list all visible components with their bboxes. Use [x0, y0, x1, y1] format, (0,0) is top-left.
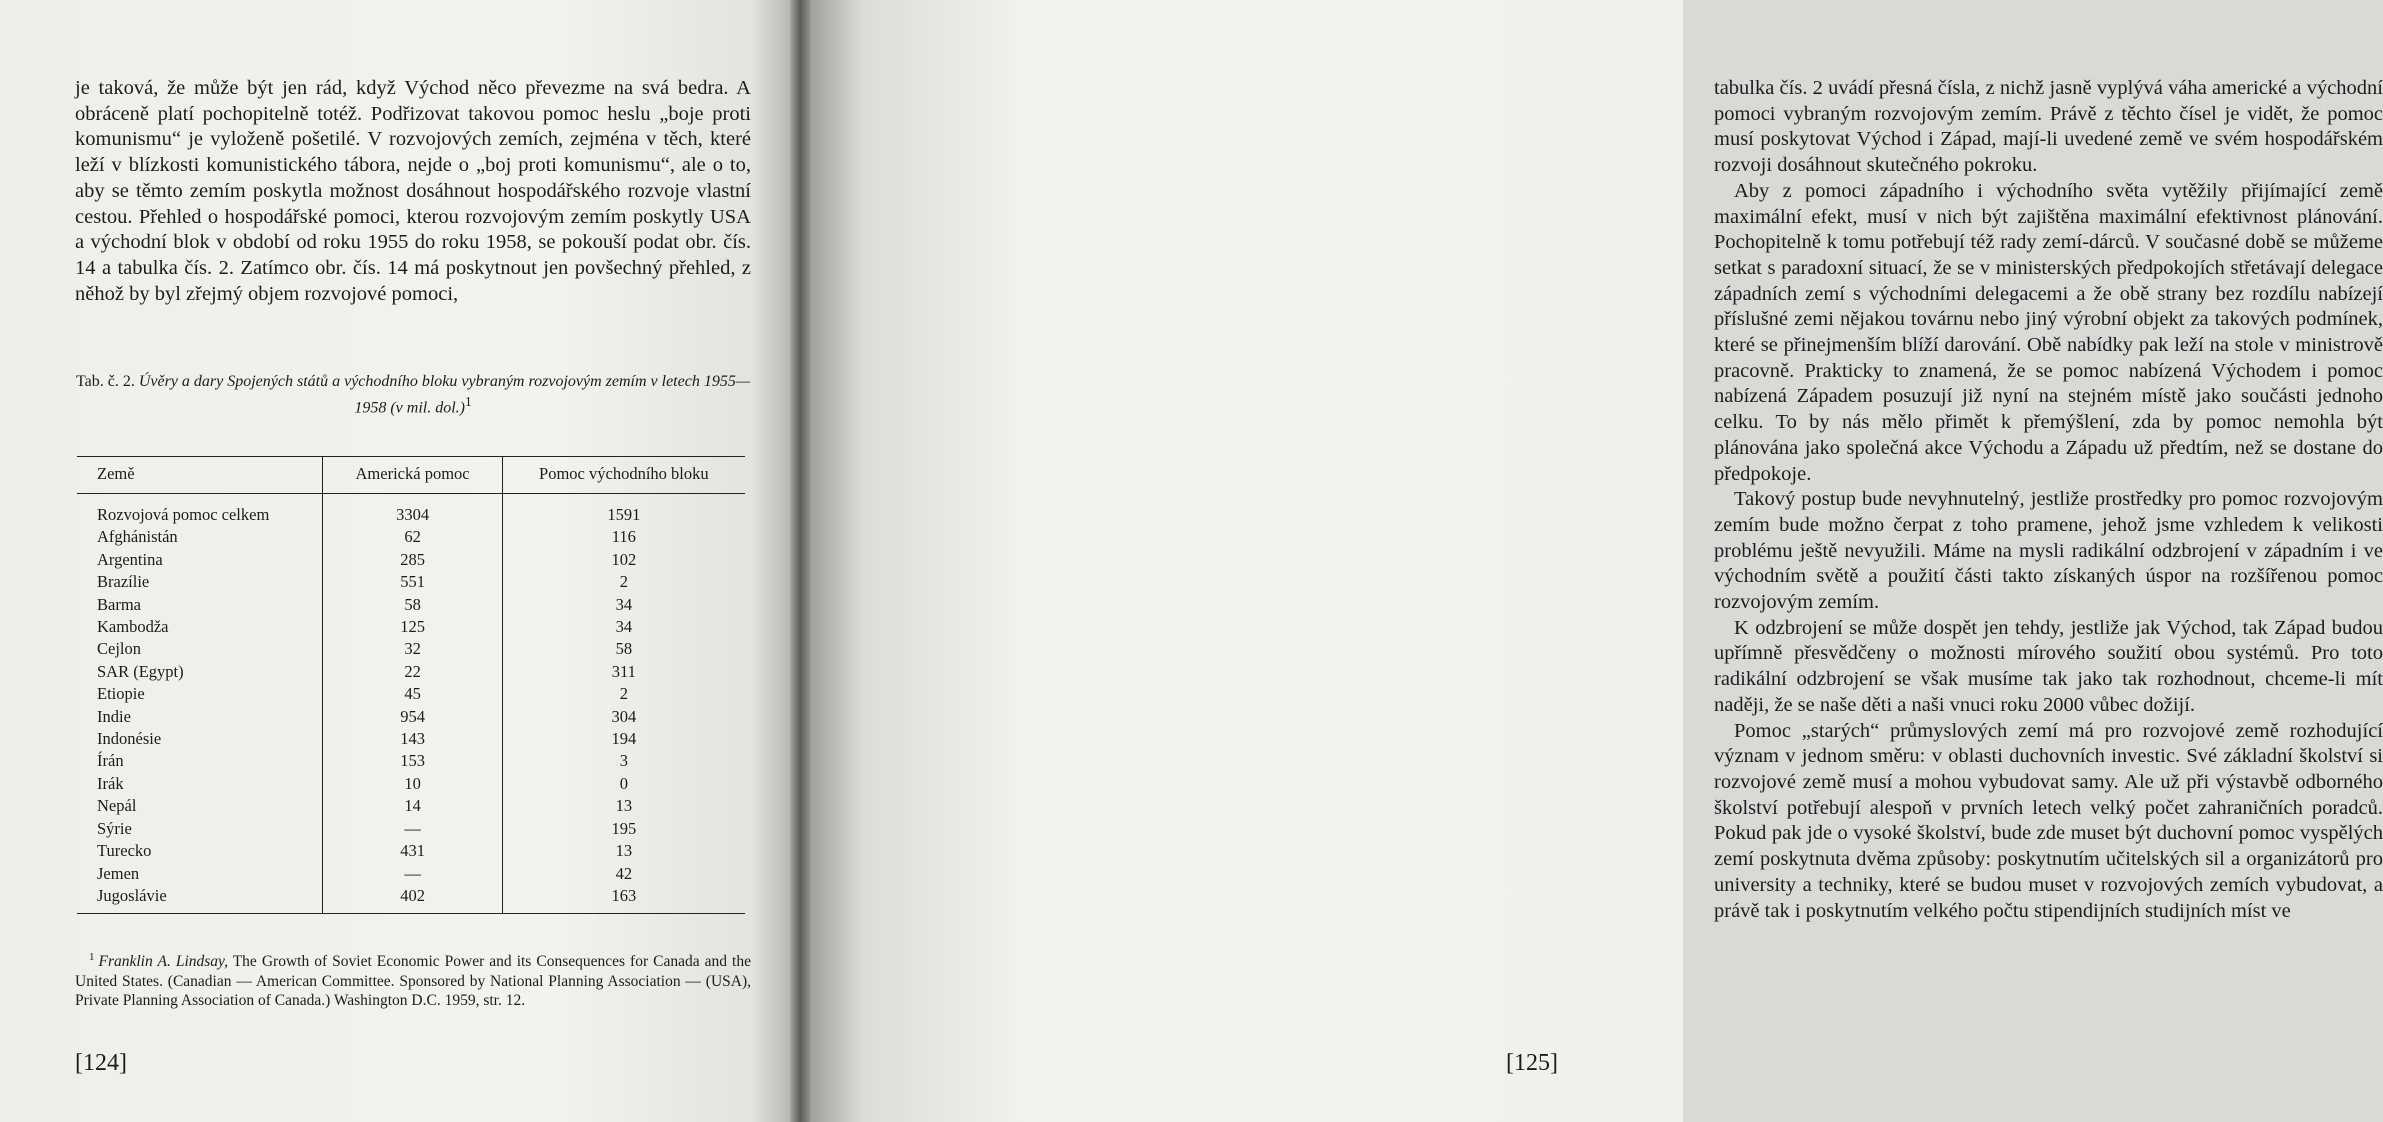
table-cell-us-aid: 431 [323, 840, 502, 862]
table-cell-country: Jemen [77, 863, 323, 885]
right-paragraph-3: Takový postup bude nevyhnutelný, jestliže prostředky pro pomoc rozvojovým zemím bude možno čerpat z toho pramene, jehož jsme vzhledem k velikosti problému ještě nevyužili. Máme na mysli radikální odzbrojení v západním i ve východním světě a použití části takto získaných úspor na rozšířenou pomoc rozvojovým zemím. [1714, 488, 2383, 614]
table-cell-eastern-aid: 1591 [607, 505, 641, 524]
table-cell-eastern-aid: 0 [619, 773, 628, 793]
table-cell-us-aid: 58 [323, 594, 502, 616]
table-cell-us-aid: 551 [323, 571, 502, 593]
table-cell-us-aid: 954 [323, 706, 502, 728]
table-row [77, 616, 745, 638]
right-paragraph-1: tabulka čís. 2 uvádí přesná čísla, z nichž jasně vyplývá váha americké a východní pomoci vybraným rozvojovým zemím. Právě z těchto čísel je vidět, že pomoc musí poskytovat Východ i Západ, mají-li uvedené země ve svém hospodářském rozvoji dosáhnout skutečného pokroku. [1714, 77, 2383, 177]
right-paragraph-2: Aby z pomoci západního i východního světa vytěžily přijímající země maximální efekt, musí v nich být zajištěna maximální efektivnost plánování. Pochopitelně k tomu potřebují též rady zemí-dárců. V současné době se můžeme setkat s paradoxní situací, že se v ministerských předpokojích střetávají delegace západních zemí s východními delegacemi a že obě strany bez rozdílu nabízejí příslušné zemi nějakou továrnu nebo jiný výrobní objekt za takových podmínek, které se přinejmenším blíží darování. Obě nabídky pak leží na stole v ministrově pracovně. Prakticky to znamená, že se pomoc nabízená Východem i pomoc nabízená Západem posuzují již nyní na stejném místě jako součásti jednoho celku. To by nás mělo přimět k přemýšlení, zda by pomoc nemohla být plánována jako společná akce Východu a Západu už předtím, než se dostane do předpokoje. [1714, 179, 2383, 485]
right-paragraph-5: Pomoc „starých“ průmyslových zemí má pro rozvojové země rozhodující význam v jednom směru: v oblasti duchovních investic. Své základní školství si rozvojové země musí a mohou vybudovat samy. Ale už při výstavbě odborného školství potřebují alespoň v prvních letech velký počet zahraničních poradců. Pokud pak jde o vysoké školství, bude zde muset být duchovní pomoc vyspělých zemí poskytnuta dvěma způsoby: poskytnutím učitelských sil a organizátorů pro university a techniky, které se budou muset v rozvojových zemích vybudovat, a právě tak i poskytnutím velkého počtu stipendijních studijních míst ve [1714, 719, 2383, 922]
table-cell-eastern-aid: 34 [615, 594, 633, 614]
table-row [77, 773, 745, 795]
right-page [810, 0, 2383, 1122]
table-cell-country: Indonésie [77, 728, 323, 750]
right-paragraph-4: K odzbrojení se může dospět jen tehdy, jestliže jak Východ, tak Západ budou upřímně přesvědčeny o možnosti mírového soužití obou systémů. Pro toto radikální odzbrojení se však musíme tak jako tak rozhodnout, chceme-li mít naději, že se naše děti a naši vnuci roku 2000 vůbec dožijí. [1714, 616, 2383, 716]
table-header-country: Země [77, 457, 323, 494]
table-cell-us-aid: 143 [323, 728, 502, 750]
table-cell-us-aid: 10 [323, 773, 502, 795]
right-page-number: [125] [1506, 1050, 1558, 1076]
table-row [77, 795, 745, 817]
table-cell-eastern-aid: 116 [611, 527, 636, 547]
footnote-author: Franklin A. Lindsay, [98, 953, 228, 971]
footnote-text: The Growth of Soviet Economic Power and its Consequences for Canada and the United States. (Canadian — American Committee. Sponsored by National Planning Association — (USA), Private Planning Association of Canada.) Washington D.C. 1959, str. 12. [75, 953, 751, 1010]
table-row [77, 863, 745, 885]
table-cell-us-aid: 285 [323, 549, 502, 571]
table-cell-country: Kambodža [77, 616, 323, 638]
table-header-eastern-aid: Pomoc východního bloku [502, 457, 745, 494]
table-cell-country: Rozvojová pomoc celkem [77, 494, 323, 527]
table-row [77, 683, 745, 705]
table-cell-us-aid: 32 [323, 638, 502, 660]
table-row [77, 594, 745, 616]
table-row [77, 661, 745, 683]
table-cell-eastern-aid: 195 [611, 818, 637, 838]
table-row [77, 840, 745, 862]
left-body-text [75, 76, 751, 307]
table-cell-us-aid: — [323, 818, 502, 840]
table-cell-country: SAR (Egypt) [77, 661, 323, 683]
table-cell-us-aid: 14 [323, 795, 502, 817]
table-cell-eastern-aid: 163 [502, 885, 745, 914]
table-cell-country: Afghánistán [77, 526, 323, 548]
table-cell-eastern-aid: 42 [615, 863, 633, 883]
table-cell-country: Irák [77, 773, 323, 795]
table-cell-us-aid: 402 [323, 885, 502, 914]
table-cell-country: Brazílie [77, 571, 323, 593]
table-cell-us-aid: 62 [323, 526, 502, 548]
table-cell-eastern-aid: 2 [619, 684, 628, 704]
table-row [77, 526, 745, 548]
table-caption-title: Úvěry a dary Spojených států a východního bloku vybraným rozvojovým zemím v letech 1955—1958 (v mil. dol.) [138, 373, 751, 417]
table-row [77, 571, 745, 593]
table-row [77, 549, 745, 571]
table-header-row [77, 457, 745, 494]
table-cell-eastern-aid: 2 [619, 572, 628, 592]
table-row [77, 728, 745, 750]
table-cell-country: Jugoslávie [77, 885, 323, 914]
table-row [77, 706, 745, 728]
table-row [77, 638, 745, 660]
table-body [77, 494, 745, 914]
table-cell-country: Turecko [77, 840, 323, 862]
table-cell-us-aid: — [323, 863, 502, 885]
table-row [77, 885, 745, 914]
table-cell-country: Etiopie [77, 683, 323, 705]
left-page-number: [124] [75, 1050, 127, 1076]
table-cell-us-aid: 45 [323, 683, 502, 705]
table-caption-lead: Tab. č. 2. [75, 373, 135, 390]
table-cell-eastern-aid: 34 [615, 617, 633, 637]
table-cell-eastern-aid: 13 [615, 841, 633, 861]
table-cell-eastern-aid: 3 [619, 751, 628, 771]
table-row [77, 750, 745, 772]
table-cell-us-aid: 22 [323, 661, 502, 683]
table-row [77, 494, 745, 527]
table-cell-eastern-aid: 13 [615, 796, 633, 816]
table-cell-us-aid: 3304 [323, 494, 502, 527]
table-cell-us-aid: 125 [323, 616, 502, 638]
table-cell-country: Indie [77, 706, 323, 728]
table-cell-eastern-aid: 194 [611, 729, 637, 749]
table-cell-country: Sýrie [77, 818, 323, 840]
left-page [0, 0, 790, 1122]
table-cell-eastern-aid: 304 [611, 706, 637, 726]
table-cell-eastern-aid: 102 [611, 549, 637, 569]
table-cell-country: Argentina [77, 549, 323, 571]
left-paragraph: je taková, že může být jen rád, když Východ něco převezme na svá bedra. A obráceně platí pochopitelně totéž. Podřizovat takovou pomoc heslu „boje proti komunismu“ je vyloženě pošetilé. V rozvojových zemích, zejména v těch, které leží v blízkosti komunistického tábora, nejde o „boj proti komunismu“, ale o to, aby se těmto zemím poskytla možnost dosáhnout hospodářského rozvoje vlastní cestou. Přehled o hospodářské pomoci, kterou rozvojovým zemím poskytly USA a východní blok v období od roku 1955 do roku 1958, se pokouší podat obr. čís. 14 a tabulka čís. 2. Zatímco obr. čís. 14 má poskytnout jen povšechný přehled, z něhož by byl zřejmý objem rozvojové pomoci, [75, 77, 751, 305]
table-caption-footnote-mark: 1 [464, 394, 472, 409]
footnote-mark: 1 [89, 951, 95, 963]
table-cell-us-aid: 153 [323, 750, 502, 772]
aid-table [77, 456, 745, 914]
table-cell-country: Barma [77, 594, 323, 616]
table-caption [75, 372, 751, 418]
table-cell-eastern-aid: 58 [615, 639, 633, 659]
table-row [77, 818, 745, 840]
footnote [75, 948, 751, 1011]
table-cell-country: Írán [77, 750, 323, 772]
right-body-text [1714, 76, 2383, 924]
book-gutter [790, 0, 810, 1122]
table-cell-eastern-aid: 311 [611, 661, 636, 681]
table-header-us-aid: Americká pomoc [323, 457, 502, 494]
table-cell-country: Cejlon [77, 638, 323, 660]
table-cell-country: Nepál [77, 795, 323, 817]
